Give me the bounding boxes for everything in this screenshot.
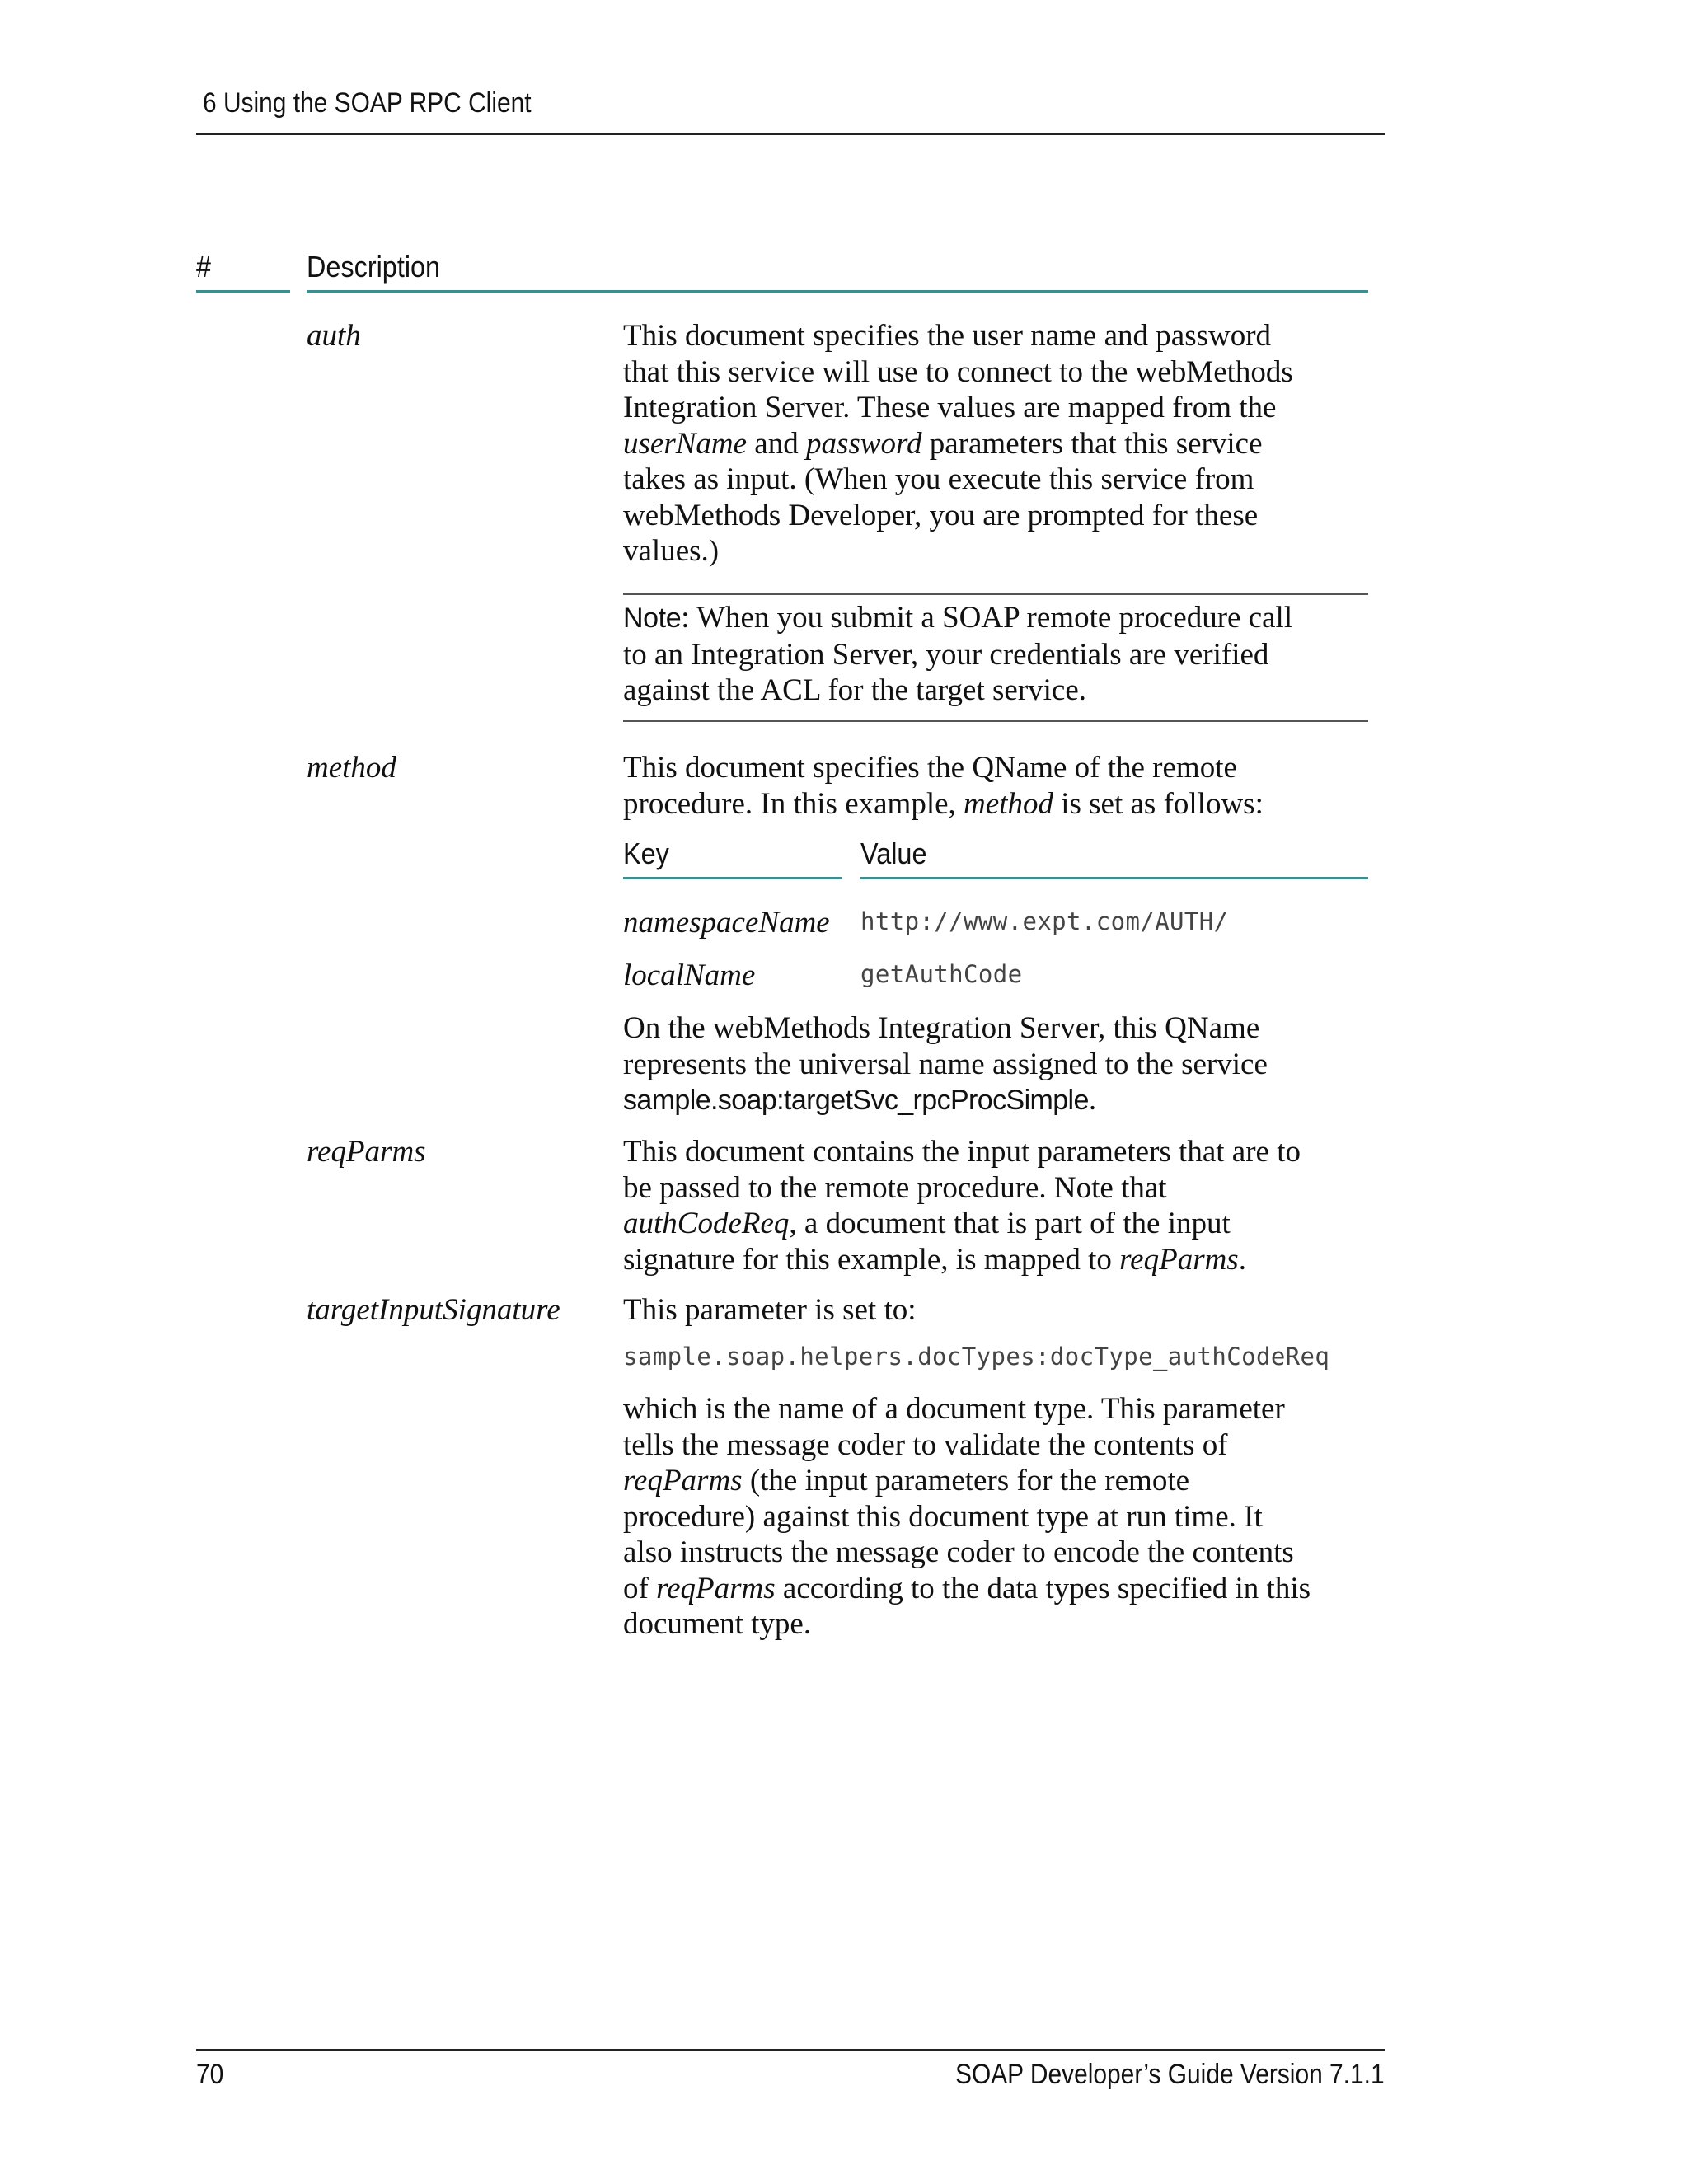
note-label: Note (623, 602, 682, 634)
note-box (623, 600, 1381, 709)
row-targetinputsignature-description (623, 1391, 1381, 1643)
subtable-value-localname: getAuthCode (860, 960, 1023, 988)
row-targetinputsignature-intro (623, 1292, 1381, 1329)
text-run: . (1088, 1083, 1097, 1117)
text-line: also instructs the message coder to encode the contents (623, 1535, 1294, 1569)
subtable-header-value: Value (860, 837, 927, 870)
text-line (623, 786, 1381, 823)
running-header-title: 6 Using the SOAP RPC Client (203, 87, 532, 119)
text-line: be passed to the remote procedure. Note that (623, 1170, 1167, 1205)
code-doctype-name: sample.soap.helpers.docTypes:docType_authCodeReq (623, 1343, 1330, 1371)
text-run: : When you submit a SOAP remote procedure call (681, 601, 1293, 635)
text-line (623, 1082, 1381, 1119)
text-line: This document specifies the QName of the remote (623, 751, 1237, 785)
text-line: that this service will use to connect to the webMethods (623, 354, 1293, 389)
row-method-qname-explanation (623, 1010, 1381, 1119)
text-run: parameters that this service (921, 426, 1263, 461)
text-run: procedure. In this example, (623, 786, 964, 821)
row-term-method: method (307, 751, 396, 785)
footer-rule (196, 2049, 1385, 2051)
page-number: 70 (196, 2059, 224, 2090)
subtable-key-namespacename: namespaceName (623, 906, 830, 940)
text-line (623, 1571, 1381, 1607)
text-line (623, 426, 1381, 462)
subtable-header-key-rule (623, 877, 842, 879)
column-header-number-rule (196, 290, 290, 293)
text-run: , a document that is part of the input (789, 1207, 1231, 1240)
note-top-rule (623, 593, 1368, 595)
param-name-password: password (805, 426, 922, 461)
row-auth-description (623, 318, 1381, 569)
subtable-header-value-rule (860, 877, 1368, 879)
row-term-targetinputsignature: targetInputSignature (307, 1293, 560, 1327)
service-name: sample.soap:targetSvc_rpcProcSimple (623, 1085, 1089, 1116)
text-run: (the input parameters for the remote (742, 1464, 1190, 1497)
text-run: . (1238, 1242, 1246, 1277)
column-header-description-rule (307, 290, 1368, 293)
param-name-method: method (964, 786, 1053, 821)
note-bottom-rule (623, 720, 1368, 722)
text-line (623, 1463, 1381, 1499)
column-header-description: Description (307, 250, 441, 284)
running-header (196, 82, 1385, 135)
text-line: which is the name of a document type. This parameter (623, 1392, 1285, 1426)
column-header-number: # (196, 250, 212, 284)
text-line: document type. (623, 1607, 812, 1641)
subtable-header-key: Key (623, 837, 669, 870)
text-line: procedure) against this document type at run time. It (623, 1499, 1263, 1534)
param-name-authcodereq: authCodeReq (623, 1207, 790, 1240)
subtable-value-namespacename: http://www.expt.com/AUTH/ (860, 907, 1229, 935)
guide-title: SOAP Developer’s Guide Version 7.1.1 (955, 2059, 1385, 2090)
text-line: takes as input. (When you execute this service from (623, 462, 1254, 496)
text-line: This document contains the input parameters that are to (623, 1135, 1301, 1169)
row-term-reqparms: reqParms (307, 1135, 426, 1169)
text-line (623, 600, 1381, 637)
text-run: and (747, 426, 806, 461)
text-line (623, 1206, 1381, 1242)
text-line: On the webMethods Integration Server, this QName (623, 1011, 1260, 1045)
param-name-reqparms: reqParms (656, 1571, 776, 1605)
text-line: Integration Server. These values are mapped from the (623, 391, 1277, 424)
text-line: to an Integration Server, your credentials are verified (623, 637, 1269, 672)
row-method-description (623, 750, 1381, 822)
text-run: signature for this example, is mapped to (623, 1242, 1120, 1277)
param-name-reqparms: reqParms (1119, 1242, 1239, 1277)
subtable-key-localname: localName (623, 958, 756, 992)
text-line: values.) (623, 534, 720, 568)
text-line: against the ACL for the target service. (623, 673, 1087, 707)
text-run: is set as follows: (1053, 786, 1264, 821)
text-run: according to the data types specified in this (775, 1571, 1311, 1605)
text-line: tells the message coder to validate the contents of (623, 1427, 1228, 1462)
text-run: of (623, 1571, 657, 1605)
row-reqparms-description (623, 1134, 1381, 1277)
text-line: webMethods Developer, you are prompted for these (623, 498, 1259, 532)
text-line: represents the universal name assigned to the service (623, 1047, 1268, 1081)
param-name-reqparms: reqParms (623, 1464, 743, 1497)
text-line: This parameter is set to: (623, 1293, 917, 1327)
row-term-auth: auth (307, 319, 361, 353)
text-line: This document specifies the user name and password (623, 319, 1272, 353)
param-name-username: userName (623, 426, 748, 461)
text-line (623, 1242, 1381, 1278)
